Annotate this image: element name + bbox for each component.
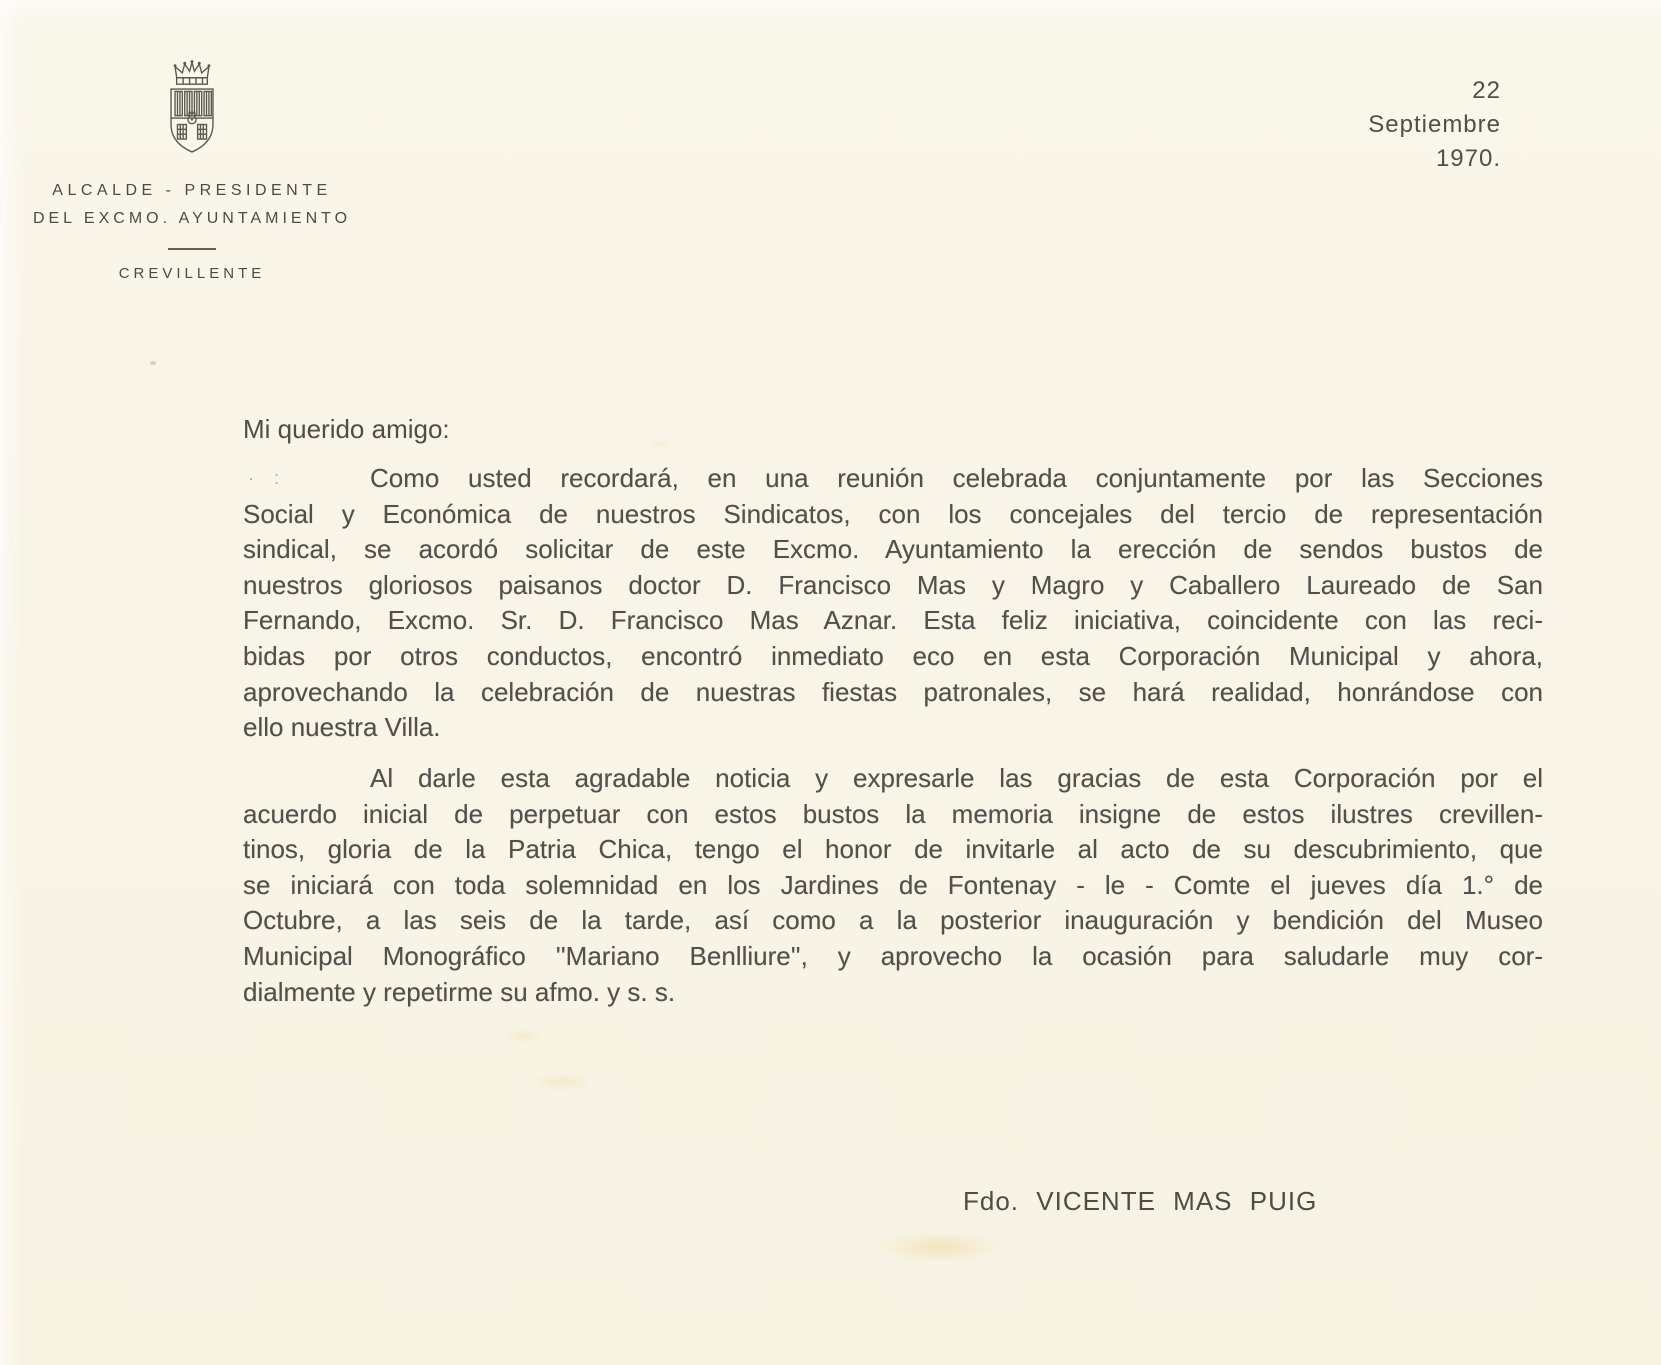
date-block bbox=[1368, 74, 1501, 176]
letterhead-title-line2: DEL EXCMO. AYUNTAMIENTO bbox=[32, 210, 352, 227]
paragraph-1 bbox=[243, 461, 1543, 746]
letterhead bbox=[14, 60, 370, 282]
letter-line: Al darle esta agradable noticia y expresarle las gracias de esta Corporación por el bbox=[370, 763, 1543, 793]
signature-line: Fdo. VICENTE MAS PUIG bbox=[963, 1186, 1318, 1216]
scan-artifact-mark: · : bbox=[248, 468, 279, 488]
salutation: Mi querido amigo: bbox=[243, 414, 450, 444]
letter-line: sindical, se acordó solicitar de este Excmo. Ayuntamiento la erección de sendos bustos de bbox=[243, 534, 1543, 565]
letter-line: aprovechando la celebración de nuestras fiestas patronales, se hará realidad, honrándose con bbox=[243, 676, 1543, 707]
letter-line: nuestros gloriosos paisanos doctor D. Francisco Mas y Magro y Caballero Laureado de San bbox=[243, 569, 1543, 600]
letter-line: Fernando, Excmo. Sr. D. Francisco Mas Aznar. Esta feliz iniciativa, coincidente con las reci- bbox=[243, 605, 1543, 636]
scan-speck bbox=[150, 361, 156, 365]
date-month: Septiembre bbox=[1368, 111, 1501, 138]
letter-line: Municipal Monográfico ''Mariano Benlliure'', y aprovecho la ocasión para saludarle muy cor- bbox=[243, 940, 1543, 971]
letter-line: bidas por otros conductos, encontró inmediato eco en esta Corporación Municipal y ahora, bbox=[243, 640, 1543, 671]
letter-line: Como usted recordará, en una reunión celebrada conjuntamente por las Secciones bbox=[370, 463, 1543, 493]
letter-line: se iniciará con toda solemnidad en los Jardines de Fontenay - le - Comte el jueves día 1.° de bbox=[243, 869, 1543, 900]
letter-line: tinos, gloria de la Patria Chica, tengo el honor de invitarle al acto de su descubrimiento, que bbox=[243, 834, 1543, 865]
letter-line: Octubre, a las seis de la tarde, así como a la posterior inauguración y bendición del Museo bbox=[243, 905, 1543, 936]
paragraph-2 bbox=[243, 761, 1543, 1010]
letter-line: dialmente y repetirme su afmo. y s. s. bbox=[243, 976, 676, 1007]
letter-line: Social y Económica de nuestros Sindicatos, con los concejales del tercio de representación bbox=[243, 498, 1543, 529]
date-day: 22 bbox=[1472, 77, 1501, 104]
date-year: 1970. bbox=[1435, 145, 1501, 172]
letter-line: acuerdo inicial de perpetuar con estos bustos la memoria insigne de estos ilustres crevillen- bbox=[243, 798, 1543, 829]
letterhead-place: CREVILLENTE bbox=[118, 265, 266, 282]
letterhead-title-line1: ALCALDE - PRESIDENTE bbox=[52, 182, 332, 199]
letter-line: ello nuestra Villa. bbox=[243, 712, 441, 743]
letterhead-divider bbox=[168, 248, 216, 250]
crevillente-crest-icon bbox=[158, 60, 226, 160]
